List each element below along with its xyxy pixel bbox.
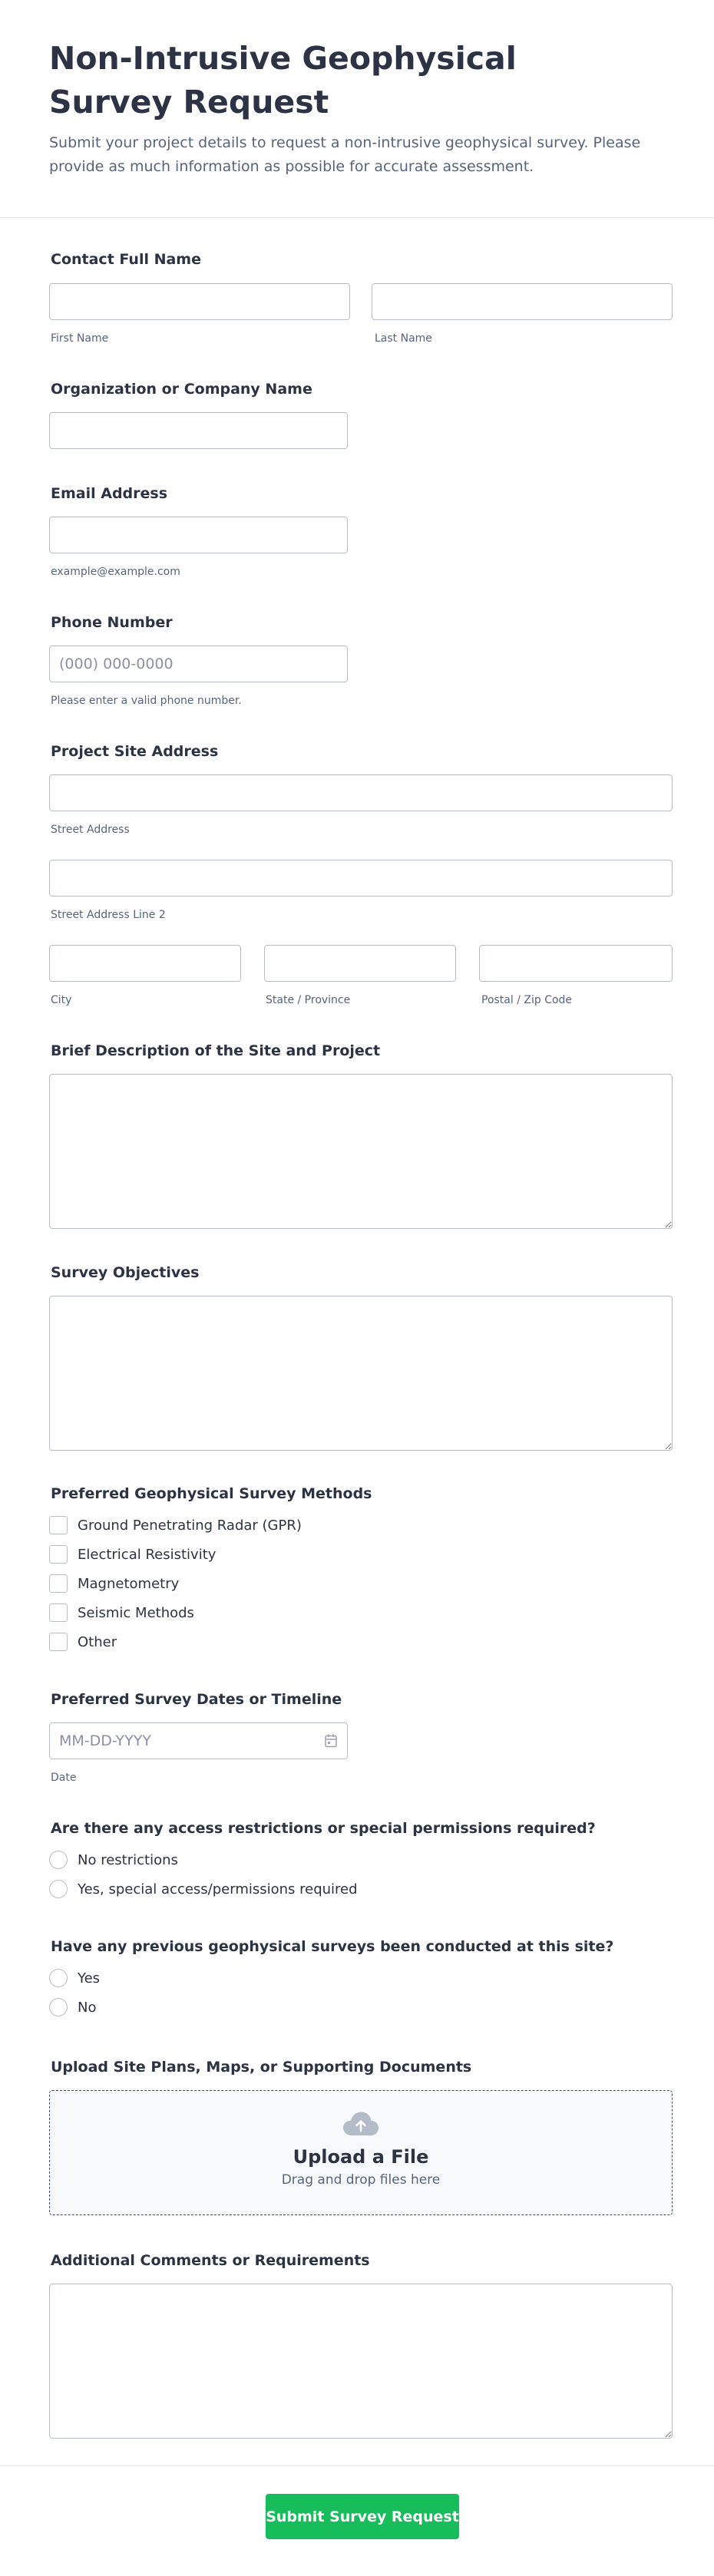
radio-button[interactable] xyxy=(49,1880,68,1898)
date-sublabel: Date xyxy=(51,1772,77,1784)
access-label: Are there any access restrictions or special permissions required? xyxy=(51,1820,596,1837)
checkbox[interactable] xyxy=(49,1574,68,1593)
cloud-upload-icon xyxy=(342,2111,379,2137)
date-field xyxy=(49,1722,348,1759)
contact-name-label: Contact Full Name xyxy=(51,251,201,268)
comments-textarea[interactable] xyxy=(49,2284,673,2439)
access-option-none[interactable] xyxy=(49,1845,358,1874)
email-input[interactable] xyxy=(49,517,348,553)
state-input[interactable] xyxy=(264,945,456,982)
street-address-line2-sublabel: Street Address Line 2 xyxy=(51,909,166,921)
description-textarea[interactable] xyxy=(49,1074,673,1229)
phone-input[interactable] xyxy=(49,646,348,682)
option-label: No restrictions xyxy=(78,1851,178,1868)
checkbox[interactable] xyxy=(49,1633,68,1651)
option-label: No xyxy=(78,1999,97,2016)
methods-label: Preferred Geophysical Survey Methods xyxy=(51,1485,372,1502)
option-label: Yes, special access/permissions required xyxy=(78,1881,358,1897)
calendar-icon[interactable] xyxy=(325,1734,337,1748)
dates-label: Preferred Survey Dates or Timeline xyxy=(51,1691,342,1708)
radio-button[interactable] xyxy=(49,1969,68,1987)
description-label: Brief Description of the Site and Project xyxy=(51,1042,381,1059)
radio-button[interactable] xyxy=(49,1851,68,1869)
city-input[interactable] xyxy=(49,945,241,982)
organization-input[interactable] xyxy=(49,412,348,449)
last-name-input[interactable] xyxy=(372,283,673,320)
page-title: Non-Intrusive Geophysical Survey Request xyxy=(49,40,517,121)
previous-options xyxy=(49,1963,100,2022)
form-header xyxy=(0,0,714,218)
email-label: Email Address xyxy=(51,485,168,502)
method-option-other[interactable] xyxy=(49,1627,302,1656)
method-option-gpr[interactable] xyxy=(49,1511,302,1540)
method-option-seismic[interactable] xyxy=(49,1598,302,1627)
method-option-magnetometry[interactable] xyxy=(49,1569,302,1598)
comments-label: Additional Comments or Requirements xyxy=(51,2252,370,2269)
first-name-input[interactable] xyxy=(49,283,350,320)
form-footer xyxy=(0,2465,714,2576)
methods-options xyxy=(49,1511,302,1656)
previous-label: Have any previous geophysical surveys been conducted at this site? xyxy=(51,1938,614,1955)
previous-option-no[interactable] xyxy=(49,1993,100,2022)
organization-label: Organization or Company Name xyxy=(51,381,312,398)
checkbox[interactable] xyxy=(49,1603,68,1622)
option-label: Seismic Methods xyxy=(78,1604,194,1621)
date-input[interactable] xyxy=(49,1722,348,1759)
zip-input[interactable] xyxy=(479,945,673,982)
objectives-label: Survey Objectives xyxy=(51,1264,200,1281)
last-name-sublabel: Last Name xyxy=(375,332,432,345)
method-option-resistivity[interactable] xyxy=(49,1540,302,1569)
submit-button[interactable]: Submit Survey Request xyxy=(266,2494,459,2539)
street-address-input[interactable] xyxy=(49,774,673,811)
file-upload-dropzone[interactable] xyxy=(49,2090,673,2215)
page-subtitle: Submit your project details to request a non-intrusive geophysical survey. Please provide as much information as possible for accurate assessment. xyxy=(49,134,641,175)
previous-option-yes[interactable] xyxy=(49,1963,100,1993)
option-label: Yes xyxy=(78,1970,101,1986)
objectives-textarea[interactable] xyxy=(49,1296,673,1451)
upload-label: Upload Site Plans, Maps, or Supporting Documents xyxy=(51,2059,472,2076)
email-sublabel: example@example.com xyxy=(51,566,180,578)
street-address-sublabel: Street Address xyxy=(51,824,130,836)
radio-button[interactable] xyxy=(49,1998,68,2016)
option-label: Magnetometry xyxy=(78,1575,180,1592)
first-name-sublabel: First Name xyxy=(51,332,109,345)
access-options xyxy=(49,1845,358,1904)
phone-sublabel: Please enter a valid phone number. xyxy=(51,695,242,707)
street-address-line2-input[interactable] xyxy=(49,860,673,897)
state-sublabel: State / Province xyxy=(266,994,351,1006)
upload-title: Upload a File xyxy=(293,2146,429,2168)
option-label: Electrical Resistivity xyxy=(78,1546,217,1563)
upload-hint: Drag and drop files here xyxy=(281,2172,441,2188)
phone-label: Phone Number xyxy=(51,614,173,631)
city-sublabel: City xyxy=(51,994,72,1006)
checkbox[interactable] xyxy=(49,1516,68,1534)
access-option-required[interactable] xyxy=(49,1874,358,1904)
option-label: Ground Penetrating Radar (GPR) xyxy=(78,1517,302,1534)
checkbox[interactable] xyxy=(49,1545,68,1564)
address-label: Project Site Address xyxy=(51,743,219,760)
option-label: Other xyxy=(78,1633,117,1650)
zip-sublabel: Postal / Zip Code xyxy=(481,994,573,1006)
